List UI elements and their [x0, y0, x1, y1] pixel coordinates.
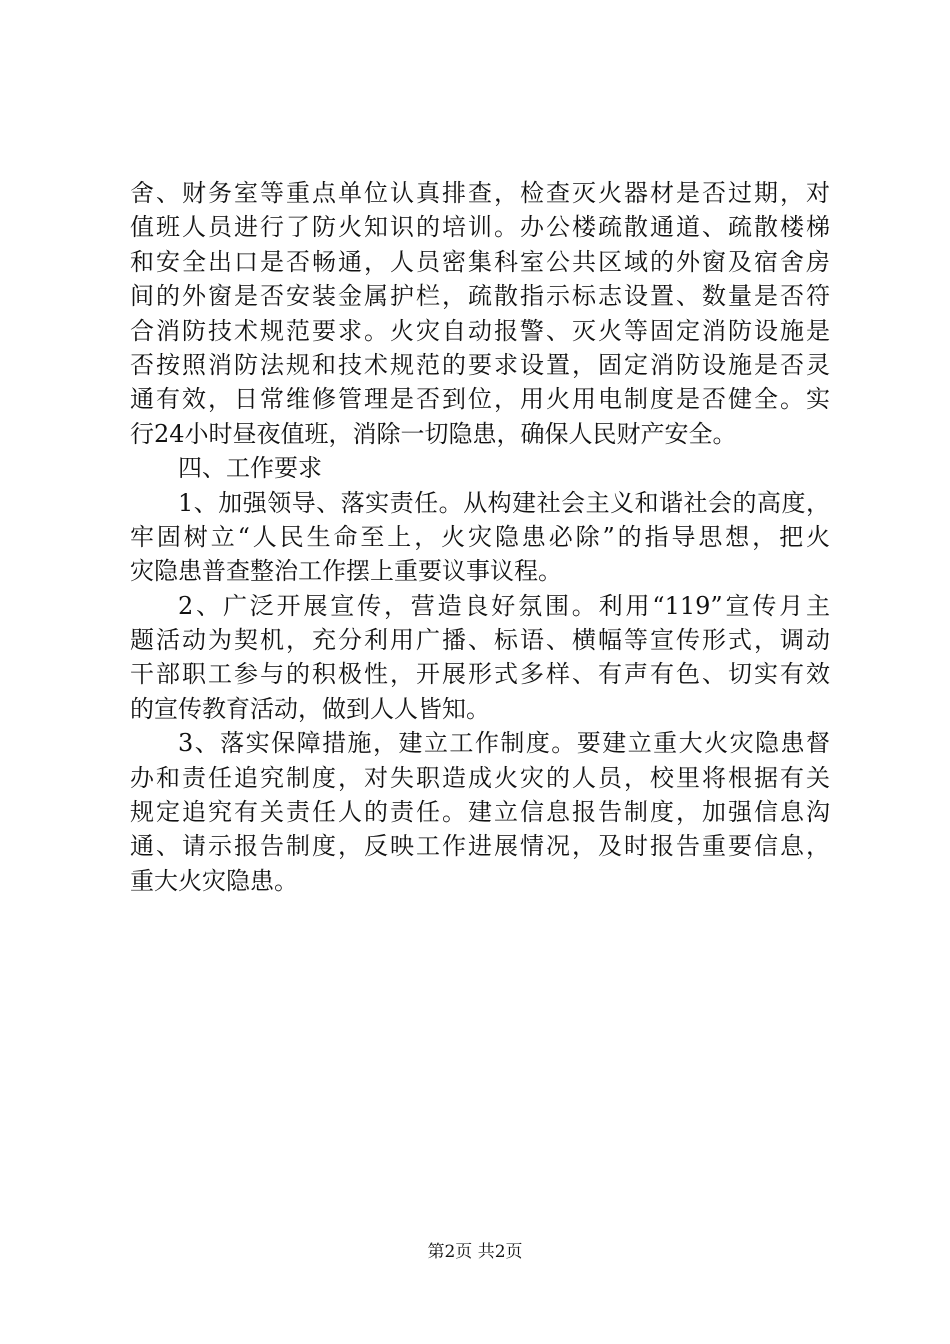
paragraph-requirement-2	[130, 589, 830, 727]
paragraph-requirement-1	[130, 486, 830, 589]
text-line: 2、广泛开展宣传，营造良好氛围。利用“119”宣传月主	[178, 591, 830, 620]
text-line: 灾隐患普查整治工作摆上重要议事议程。	[130, 557, 562, 586]
text-line: 题活动为契机，充分利用广播、标语、横幅等宣传形式，调动	[130, 626, 830, 655]
text-line: 和安全出口是否畅通，人员密集科室公共区域的外窗及宿舍房	[130, 247, 830, 276]
paragraph-inspection-continued	[130, 176, 830, 451]
text-line: 通有效，日常维修管理是否到位，用火用电制度是否健全。实	[130, 385, 830, 414]
document-body	[130, 176, 830, 898]
section-heading-work-requirements	[130, 451, 830, 485]
text-line: 值班人员进行了防火知识的培训。办公楼疏散通道、疏散楼梯	[130, 213, 830, 242]
page-footer: 第2页 共2页	[427, 1242, 523, 1262]
text-line: 间的外窗是否安装金属护栏，疏散指示标志设置、数量是否符	[130, 282, 830, 311]
text-line: 规定追究有关责任人的责任。建立信息报告制度，加强信息沟	[130, 798, 830, 827]
text-line: 干部职工参与的积极性，开展形式多样、有声有色、切实有效	[130, 660, 830, 689]
text-line: 3、落实保障措施，建立工作制度。要建立重大火灾隐患督	[178, 729, 830, 758]
text-line: 1、加强领导、落实责任。从构建社会主义和谐社会的高度，	[178, 488, 830, 517]
text-line: 办和责任追究制度，对失职造成火灾的人员，校里将根据有关	[130, 763, 830, 792]
text-line: 否按照消防法规和技术规范的要求设置，固定消防设施是否灵	[130, 350, 830, 379]
text-line: 舍、财务室等重点单位认真排查，检查灭火器材是否过期，对	[130, 179, 830, 207]
text-line: 的宣传教育活动，做到人人皆知。	[130, 694, 490, 723]
text-line: 行24小时昼夜值班，消除一切隐患，确保人民财产安全。	[130, 419, 737, 448]
text-line: 合消防技术规范要求。火灾自动报警、灭火等固定消防设施是	[130, 316, 830, 345]
text-line: 通、请示报告制度，反映工作进展情况，及时报告重要信息，	[130, 832, 830, 861]
text-line: 四、工作要求	[178, 454, 322, 483]
text-line: 牢固树立“人民生命至上，火灾隐患必除”的指导思想，把火	[130, 522, 830, 551]
text-line: 重大火灾隐患。	[130, 866, 298, 895]
paragraph-requirement-3	[130, 726, 830, 898]
